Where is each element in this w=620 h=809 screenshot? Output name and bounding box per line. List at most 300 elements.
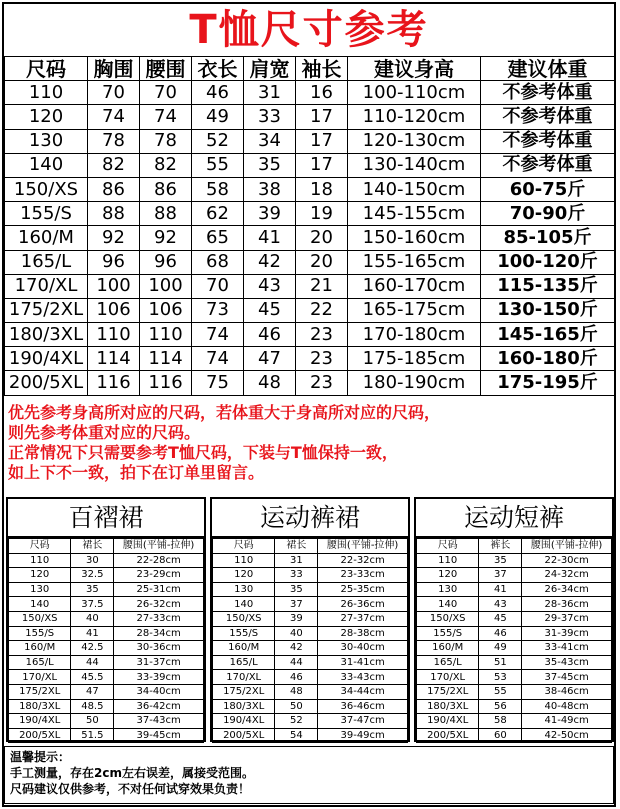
table-row (213, 714, 408, 729)
table-cell: 40 (275, 626, 318, 641)
table-cell: 50 (275, 699, 318, 714)
table-row (9, 684, 204, 699)
table-cell: 70-90斤 (481, 202, 615, 226)
column-header: 裤长 (479, 539, 522, 554)
table-cell: 155/S (9, 626, 71, 641)
table-cell: 26-36cm (318, 597, 408, 612)
table-cell: 24-32cm (522, 568, 612, 583)
table-cell: 29-37cm (522, 611, 612, 626)
table-row (417, 684, 612, 699)
table-cell: 110 (9, 553, 71, 568)
table-cell: 不参考体重 (481, 153, 615, 177)
table-row (9, 611, 204, 626)
table-cell: 不参考体重 (481, 105, 615, 129)
table-cell: 165/L (213, 655, 275, 670)
table-cell: 92 (88, 226, 140, 250)
table-cell: 155/S (213, 626, 275, 641)
table-cell: 190/4XL (5, 347, 88, 371)
table-cell: 120-130cm (348, 129, 481, 153)
table-cell: 82 (140, 153, 192, 177)
table-row (5, 298, 615, 322)
table-header-row (213, 539, 408, 554)
table-row (5, 371, 615, 395)
table-cell: 82 (88, 153, 140, 177)
table-cell: 114 (140, 347, 192, 371)
table-row (9, 699, 204, 714)
table-row (9, 582, 204, 597)
table-cell: 140-150cm (348, 177, 481, 201)
table-cell: 116 (140, 371, 192, 395)
table-cell: 200/5XL (5, 371, 88, 395)
table-cell: 130-140cm (348, 153, 481, 177)
table-cell: 110 (88, 323, 140, 347)
table-cell: 70 (88, 81, 140, 105)
table-cell: 75 (192, 371, 244, 395)
table-cell: 140 (9, 597, 71, 612)
table-cell: 53 (479, 670, 522, 685)
sport-shorts-table (416, 538, 612, 743)
table-cell: 31 (244, 81, 296, 105)
table-cell: 41 (479, 582, 522, 597)
table-cell: 31 (275, 553, 318, 568)
tips-heading: 温馨提示： (10, 750, 71, 764)
table-header-row (9, 539, 204, 554)
table-cell: 175/2XL (417, 684, 479, 699)
size-notes (8, 403, 608, 483)
table-cell: 145-165斤 (481, 323, 615, 347)
table-cell: 180/3XL (417, 699, 479, 714)
note-line: 如上下不一致，拍下在订单里留言。 (8, 463, 265, 482)
table-cell: 39 (275, 611, 318, 626)
table-cell: 51 (479, 655, 522, 670)
table-row (5, 177, 615, 201)
table-cell: 42-50cm (522, 728, 612, 743)
table-cell: 190/4XL (417, 714, 479, 729)
table-cell: 165-175cm (348, 298, 481, 322)
sub-table-title: 运动短裤 (416, 499, 612, 538)
table-cell: 28-38cm (318, 626, 408, 641)
table-cell: 39-45cm (114, 728, 204, 743)
table-row (213, 597, 408, 612)
column-header: 腰围(平铺-拉伸) (114, 539, 204, 554)
sub-table-title: 百褶裙 (8, 499, 204, 538)
table-cell: 160/M (417, 641, 479, 656)
table-cell: 52 (192, 129, 244, 153)
table-row (417, 714, 612, 729)
table-cell: 37 (275, 597, 318, 612)
table-cell: 155-165cm (348, 250, 481, 274)
table-cell: 20 (296, 226, 348, 250)
table-cell: 68 (192, 250, 244, 274)
table-cell: 45 (244, 298, 296, 322)
table-cell: 130 (213, 582, 275, 597)
table-cell: 55 (192, 153, 244, 177)
table-cell: 170-180cm (348, 323, 481, 347)
table-cell: 200/5XL (9, 728, 71, 743)
table-cell: 160/M (213, 641, 275, 656)
table-cell: 78 (88, 129, 140, 153)
table-header-row (5, 57, 615, 81)
table-row (213, 728, 408, 743)
table-row (5, 323, 615, 347)
table-row (5, 129, 615, 153)
table-cell: 23 (296, 347, 348, 371)
sport-shorts-panel (414, 497, 614, 742)
column-header: 建议身高 (348, 57, 481, 81)
table-cell: 160-180斤 (481, 347, 615, 371)
table-cell: 190/4XL (213, 714, 275, 729)
table-cell: 175/2XL (213, 684, 275, 699)
table-cell: 43 (244, 274, 296, 298)
table-cell: 36-42cm (114, 699, 204, 714)
table-cell: 22-28cm (114, 553, 204, 568)
table-cell: 25-31cm (114, 582, 204, 597)
table-cell: 35-43cm (522, 655, 612, 670)
table-row (417, 553, 612, 568)
table-cell: 37.5 (71, 597, 114, 612)
table-cell: 170/XL (417, 670, 479, 685)
table-cell: 70 (140, 81, 192, 105)
table-cell: 32.5 (71, 568, 114, 583)
table-cell: 120 (9, 568, 71, 583)
table-cell: 37-45cm (522, 670, 612, 685)
table-cell: 62 (192, 202, 244, 226)
table-row (9, 553, 204, 568)
table-cell: 37-47cm (318, 714, 408, 729)
note-line: 正常情况下只需要参考T恤尺码，下装与T恤保持一致， (8, 443, 398, 462)
table-cell: 110 (213, 553, 275, 568)
table-cell: 不参考体重 (481, 129, 615, 153)
table-cell: 175/2XL (9, 684, 71, 699)
table-cell: 74 (192, 323, 244, 347)
tshirt-size-table (4, 56, 615, 396)
table-cell: 180/3XL (5, 323, 88, 347)
table-cell: 41-49cm (522, 714, 612, 729)
table-cell: 150-160cm (348, 226, 481, 250)
table-cell: 34 (244, 129, 296, 153)
table-row (5, 250, 615, 274)
table-row (5, 274, 615, 298)
table-cell: 46 (479, 626, 522, 641)
table-row (213, 582, 408, 597)
column-header: 尺码 (5, 57, 88, 81)
table-cell: 22 (296, 298, 348, 322)
table-cell: 19 (296, 202, 348, 226)
table-cell: 96 (88, 250, 140, 274)
table-row (5, 202, 615, 226)
table-cell: 175-195斤 (481, 371, 615, 395)
table-cell: 114 (88, 347, 140, 371)
table-cell: 23-29cm (114, 568, 204, 583)
table-cell: 30 (71, 553, 114, 568)
table-cell: 40-48cm (522, 699, 612, 714)
table-cell: 46 (244, 323, 296, 347)
table-cell: 33-39cm (114, 670, 204, 685)
table-row (417, 655, 612, 670)
table-row (9, 714, 204, 729)
table-cell: 140 (5, 153, 88, 177)
table-row (213, 611, 408, 626)
table-cell: 100-110cm (348, 81, 481, 105)
table-cell: 88 (140, 202, 192, 226)
table-cell: 58 (479, 714, 522, 729)
table-cell: 110 (140, 323, 192, 347)
table-cell: 52 (275, 714, 318, 729)
table-cell: 34-44cm (318, 684, 408, 699)
table-row (417, 626, 612, 641)
table-cell: 60-75斤 (481, 177, 615, 201)
table-cell: 23-33cm (318, 568, 408, 583)
table-cell: 175-185cm (348, 347, 481, 371)
table-cell: 130-150斤 (481, 298, 615, 322)
table-cell: 56 (479, 699, 522, 714)
table-cell: 39-49cm (318, 728, 408, 743)
table-cell: 46 (192, 81, 244, 105)
table-cell: 96 (140, 250, 192, 274)
table-row (417, 611, 612, 626)
table-row (213, 670, 408, 685)
table-cell: 44 (71, 655, 114, 670)
table-cell: 155/S (417, 626, 479, 641)
table-cell: 30-36cm (114, 641, 204, 656)
table-cell: 155/S (5, 202, 88, 226)
table-cell: 44 (275, 655, 318, 670)
tips-box (4, 746, 614, 804)
table-cell: 31-41cm (318, 655, 408, 670)
column-header: 裙长 (71, 539, 114, 554)
table-cell: 45 (479, 611, 522, 626)
table-cell: 150/XS (213, 611, 275, 626)
table-cell: 170/XL (9, 670, 71, 685)
column-header: 建议体重 (481, 57, 615, 81)
table-cell: 180/3XL (9, 699, 71, 714)
table-cell: 30-40cm (318, 641, 408, 656)
table-cell: 27-33cm (114, 611, 204, 626)
table-cell: 165/L (5, 250, 88, 274)
table-cell: 27-37cm (318, 611, 408, 626)
table-cell: 20 (296, 250, 348, 274)
table-cell: 200/5XL (213, 728, 275, 743)
table-cell: 31-37cm (114, 655, 204, 670)
tips-line: 手工测量，存在2cm左右误差，属接受范围。 (10, 766, 254, 780)
table-cell: 39 (244, 202, 296, 226)
table-cell: 25-35cm (318, 582, 408, 597)
table-cell: 38-46cm (522, 684, 612, 699)
pleated-skirt-panel (6, 497, 206, 742)
table-cell: 100-120斤 (481, 250, 615, 274)
sub-table-title: 运动裤裙 (212, 499, 408, 538)
table-row (5, 81, 615, 105)
table-cell: 45.5 (71, 670, 114, 685)
table-cell: 85-105斤 (481, 226, 615, 250)
table-row (9, 728, 204, 743)
table-cell: 33 (275, 568, 318, 583)
table-cell: 100 (140, 274, 192, 298)
table-cell: 17 (296, 105, 348, 129)
table-cell: 23 (296, 323, 348, 347)
column-header: 胸围 (88, 57, 140, 81)
table-cell: 43 (479, 597, 522, 612)
table-cell: 150/XS (9, 611, 71, 626)
table-cell: 48.5 (71, 699, 114, 714)
table-row (5, 153, 615, 177)
table-cell: 51.5 (71, 728, 114, 743)
table-cell: 130 (417, 582, 479, 597)
table-cell: 42 (244, 250, 296, 274)
table-row (417, 568, 612, 583)
table-cell: 106 (88, 298, 140, 322)
column-header: 衣长 (192, 57, 244, 81)
table-cell: 78 (140, 129, 192, 153)
table-row (9, 626, 204, 641)
table-cell: 不参考体重 (481, 81, 615, 105)
table-cell: 60 (479, 728, 522, 743)
table-cell: 50 (71, 714, 114, 729)
column-header: 尺码 (9, 539, 71, 554)
table-row (9, 641, 204, 656)
table-cell: 37-43cm (114, 714, 204, 729)
table-row (417, 699, 612, 714)
table-cell: 36-46cm (318, 699, 408, 714)
table-row (5, 226, 615, 250)
table-row (213, 655, 408, 670)
table-cell: 170/XL (213, 670, 275, 685)
table-cell: 47 (71, 684, 114, 699)
table-cell: 200/5XL (417, 728, 479, 743)
table-cell: 31-39cm (522, 626, 612, 641)
table-cell: 49 (479, 641, 522, 656)
table-cell: 40 (71, 611, 114, 626)
table-header-row (417, 539, 612, 554)
table-row (213, 699, 408, 714)
column-header: 袖长 (296, 57, 348, 81)
column-header: 尺码 (213, 539, 275, 554)
table-row (5, 105, 615, 129)
table-cell: 28-36cm (522, 597, 612, 612)
table-cell: 35 (244, 153, 296, 177)
table-cell: 41 (71, 626, 114, 641)
tips-line: 尺码建议仅供参考，不对任何试穿效果负责！ (10, 782, 251, 796)
table-cell: 74 (88, 105, 140, 129)
pleated-skirt-table (8, 538, 204, 743)
table-cell: 160/M (9, 641, 71, 656)
table-cell: 37 (479, 568, 522, 583)
table-cell: 106 (140, 298, 192, 322)
table-row (417, 728, 612, 743)
table-cell: 35 (479, 553, 522, 568)
table-row (9, 597, 204, 612)
table-cell: 140 (417, 597, 479, 612)
column-header: 腰围(平铺-拉伸) (522, 539, 612, 554)
table-cell: 180-190cm (348, 371, 481, 395)
table-cell: 23 (296, 371, 348, 395)
table-cell: 70 (192, 274, 244, 298)
table-cell: 42 (275, 641, 318, 656)
table-row (9, 670, 204, 685)
table-cell: 21 (296, 274, 348, 298)
table-cell: 26-34cm (522, 582, 612, 597)
page-title: T恤尺寸参考 (189, 7, 429, 53)
table-cell: 160/M (5, 226, 88, 250)
table-cell: 165/L (417, 655, 479, 670)
table-row (417, 597, 612, 612)
table-cell: 116 (88, 371, 140, 395)
table-row (417, 582, 612, 597)
table-cell: 47 (244, 347, 296, 371)
table-cell: 110 (417, 553, 479, 568)
table-cell: 17 (296, 129, 348, 153)
column-header: 腰围(平铺-拉伸) (318, 539, 408, 554)
table-row (213, 568, 408, 583)
table-cell: 120 (213, 568, 275, 583)
table-row (417, 641, 612, 656)
table-cell: 33-41cm (522, 641, 612, 656)
table-cell: 74 (192, 347, 244, 371)
table-cell: 130 (5, 129, 88, 153)
table-cell: 165/L (9, 655, 71, 670)
table-row (213, 553, 408, 568)
table-cell: 18 (296, 177, 348, 201)
table-cell: 38 (244, 177, 296, 201)
column-header: 腰围 (140, 57, 192, 81)
table-cell: 42.5 (71, 641, 114, 656)
table-cell: 110 (5, 81, 88, 105)
table-cell: 88 (88, 202, 140, 226)
table-cell: 17 (296, 153, 348, 177)
note-line: 优先参考身高所对应的尺码，若体重大于身高所对应的尺码， (8, 403, 441, 422)
table-cell: 28-34cm (114, 626, 204, 641)
table-cell: 190/4XL (9, 714, 71, 729)
table-cell: 22-30cm (522, 553, 612, 568)
table-row (5, 347, 615, 371)
table-cell: 49 (192, 105, 244, 129)
column-header: 裙长 (275, 539, 318, 554)
table-cell: 22-32cm (318, 553, 408, 568)
table-cell: 110-120cm (348, 105, 481, 129)
table-cell: 170/XL (5, 274, 88, 298)
column-header: 肩宽 (244, 57, 296, 81)
table-cell: 65 (192, 226, 244, 250)
table-cell: 35 (275, 582, 318, 597)
table-cell: 92 (140, 226, 192, 250)
table-cell: 160-170cm (348, 274, 481, 298)
table-cell: 33 (244, 105, 296, 129)
table-row (213, 684, 408, 699)
table-cell: 180/3XL (213, 699, 275, 714)
table-cell: 74 (140, 105, 192, 129)
table-cell: 58 (192, 177, 244, 201)
table-cell: 35 (71, 582, 114, 597)
table-cell: 175/2XL (5, 298, 88, 322)
table-cell: 120 (5, 105, 88, 129)
table-cell: 150/XS (5, 177, 88, 201)
table-row (213, 626, 408, 641)
table-cell: 140 (213, 597, 275, 612)
table-cell: 16 (296, 81, 348, 105)
table-cell: 26-32cm (114, 597, 204, 612)
note-line: 则先参考体重对应的尺码。 (8, 423, 201, 442)
table-cell: 33-43cm (318, 670, 408, 685)
table-row (213, 641, 408, 656)
table-cell: 115-135斤 (481, 274, 615, 298)
table-cell: 54 (275, 728, 318, 743)
table-row (9, 655, 204, 670)
table-cell: 120 (417, 568, 479, 583)
table-cell: 48 (275, 684, 318, 699)
table-cell: 41 (244, 226, 296, 250)
table-row (417, 670, 612, 685)
table-row (9, 568, 204, 583)
